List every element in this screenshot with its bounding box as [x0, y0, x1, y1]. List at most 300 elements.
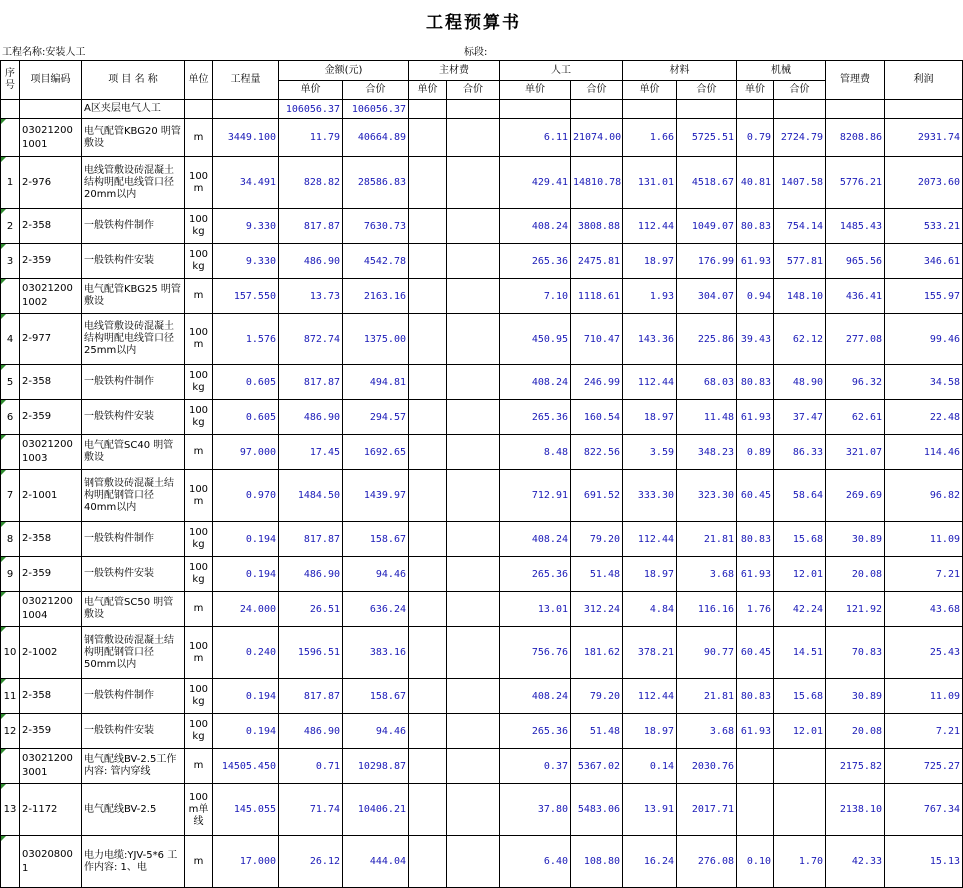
cell-machine-total: 37.47 [774, 400, 826, 435]
cell-code: 2-358 [20, 522, 82, 557]
cell-unit-price: 817.87 [279, 522, 343, 557]
cell-mgmt: 5776.21 [826, 157, 885, 209]
cell-unit-price: 1596.51 [279, 627, 343, 679]
cell-mgmt: 30.89 [826, 522, 885, 557]
cell-name: 一般铁构件制作 [82, 522, 185, 557]
cell-total: 1375.00 [343, 314, 409, 365]
cell-mgmt: 321.07 [826, 435, 885, 470]
cell-unit-price: 26.51 [279, 592, 343, 627]
cell-machine-total: 148.10 [774, 279, 826, 314]
cell-seq: 6 [1, 400, 20, 435]
cell-machine-total: 42.24 [774, 592, 826, 627]
cell-total: 383.16 [343, 627, 409, 679]
cell-machine-price: 0.94 [737, 279, 774, 314]
cell-unit-price: 486.90 [279, 244, 343, 279]
cell-material-total: 304.07 [677, 279, 737, 314]
cell-unit-price: 817.87 [279, 679, 343, 714]
cell-unit-price: 486.90 [279, 400, 343, 435]
cell-profit: 7.21 [885, 714, 963, 749]
cell-unit-price: 71.74 [279, 784, 343, 836]
cell-name: 一般铁构件安装 [82, 244, 185, 279]
cell-machine-price: 0.10 [737, 836, 774, 888]
cell-total: 294.57 [343, 400, 409, 435]
cell-total: 158.67 [343, 679, 409, 714]
cell-seq: 10 [1, 627, 20, 679]
header-mgmt: 管理费 [826, 61, 885, 100]
cell-code: 030212001001 [20, 119, 82, 157]
cell-total: 40664.89 [343, 119, 409, 157]
cell-name: 电气配管SC40 明管敷设 [82, 435, 185, 470]
cell-machine-total: 58.64 [774, 470, 826, 522]
cell-main-material-price [409, 209, 447, 244]
cell-machine-price: 40.81 [737, 157, 774, 209]
cell-qty: 0.605 [213, 365, 279, 400]
cell-material-price: 4.84 [623, 592, 677, 627]
cell-code: 2-358 [20, 365, 82, 400]
cell-machine-total: 14.51 [774, 627, 826, 679]
cell-main-material-price [409, 119, 447, 157]
cell-unit: m [185, 279, 213, 314]
cell-labor-price: 7.10 [500, 279, 571, 314]
cell-qty: 9.330 [213, 209, 279, 244]
cell-name: 一般铁构件安装 [82, 714, 185, 749]
cell-code: 2-359 [20, 244, 82, 279]
cell-labor-total: 21074.00 [571, 119, 623, 157]
cell-main-material-total [447, 157, 500, 209]
cell-total: 158.67 [343, 522, 409, 557]
cell-profit: 114.46 [885, 435, 963, 470]
cell-material-total: 276.08 [677, 836, 737, 888]
cell-machine-total: 15.68 [774, 679, 826, 714]
cell-labor-price: 265.36 [500, 557, 571, 592]
cell-code: 2-1172 [20, 784, 82, 836]
cell-labor-total: 5367.02 [571, 749, 623, 784]
cell-unit-price: 13.73 [279, 279, 343, 314]
cell-main-material-price [409, 592, 447, 627]
cell-seq [1, 435, 20, 470]
cell-seq [1, 749, 20, 784]
subheader-unit-price: 单价 [737, 81, 774, 100]
cell-seq: 2 [1, 209, 20, 244]
cell-material-price: 333.30 [623, 470, 677, 522]
cell-code: 2-358 [20, 679, 82, 714]
cell-main-material-total [447, 435, 500, 470]
cell-name: 电线管敷设砖混凝土结构明配电线管口径20mm以内 [82, 157, 185, 209]
cell-machine-total: 15.68 [774, 522, 826, 557]
cell-material-price: 18.97 [623, 244, 677, 279]
cell-mgmt: 121.92 [826, 592, 885, 627]
subheader-total: 合价 [774, 81, 826, 100]
cell-machine-total [774, 784, 826, 836]
cell-material-total: 21.81 [677, 679, 737, 714]
cell-material-total: 116.16 [677, 592, 737, 627]
table-row [1, 749, 963, 784]
cell-mgmt: 30.89 [826, 679, 885, 714]
cell-qty: 1.576 [213, 314, 279, 365]
cell-labor-price: 408.24 [500, 679, 571, 714]
cell-machine-total: 86.33 [774, 435, 826, 470]
cell-mgmt: 62.61 [826, 400, 885, 435]
cell-machine-total: 2724.79 [774, 119, 826, 157]
cell-total: 10406.21 [343, 784, 409, 836]
cell-material-price: 112.44 [623, 365, 677, 400]
cell-labor-total: 51.48 [571, 557, 623, 592]
cell-code: 2-359 [20, 557, 82, 592]
cell-code: 2-1001 [20, 470, 82, 522]
cell-name: 电力电缆:YJV-5*6 工作内容: 1、电 [82, 836, 185, 888]
cell-main-material-price [409, 435, 447, 470]
cell-qty: 24.000 [213, 592, 279, 627]
cell-material-price: 1.93 [623, 279, 677, 314]
cell-profit: 155.97 [885, 279, 963, 314]
cell-unit: 100 kg [185, 679, 213, 714]
cell-machine-total: 12.01 [774, 557, 826, 592]
cell-unit-price: 26.12 [279, 836, 343, 888]
header-amount: 金额(元) [279, 61, 409, 81]
cell-unit-price: 17.45 [279, 435, 343, 470]
cell-main-material-total [447, 522, 500, 557]
cell-profit: 346.61 [885, 244, 963, 279]
section-unit-price: 106056.37 [279, 100, 343, 119]
cell-material-total: 2030.76 [677, 749, 737, 784]
cell-main-material-total [447, 714, 500, 749]
cell-code: 2-976 [20, 157, 82, 209]
cell-profit: 725.27 [885, 749, 963, 784]
budget-table [0, 60, 963, 888]
cell-material-total: 225.86 [677, 314, 737, 365]
document-title: 工程预算书 [426, 13, 521, 33]
cell-unit: 100 kg [185, 557, 213, 592]
table-row [1, 365, 963, 400]
cell-main-material-price [409, 714, 447, 749]
cell-labor-total: 822.56 [571, 435, 623, 470]
section-total: 106056.37 [343, 100, 409, 119]
cell-labor-price: 6.40 [500, 836, 571, 888]
cell-machine-price [737, 784, 774, 836]
cell-profit: 99.46 [885, 314, 963, 365]
header-labor: 人工 [500, 61, 623, 81]
cell-unit: 100 m单线 [185, 784, 213, 836]
cell-seq: 9 [1, 557, 20, 592]
header-unit: 单位 [185, 61, 213, 100]
table-row [1, 627, 963, 679]
cell-material-price: 18.97 [623, 400, 677, 435]
header-profit: 利润 [885, 61, 963, 100]
cell-machine-total: 62.12 [774, 314, 826, 365]
cell-main-material-price [409, 784, 447, 836]
cell-qty: 0.194 [213, 522, 279, 557]
cell-main-material-total [447, 365, 500, 400]
cell-seq [1, 119, 20, 157]
cell-profit: 11.09 [885, 679, 963, 714]
cell-machine-total: 1407.58 [774, 157, 826, 209]
cell-total: 10298.87 [343, 749, 409, 784]
cell-machine-price: 80.83 [737, 209, 774, 244]
cell-machine-price: 0.79 [737, 119, 774, 157]
cell-main-material-price [409, 557, 447, 592]
cell-seq [1, 836, 20, 888]
cell-labor-price: 6.11 [500, 119, 571, 157]
cell-name: 电气配管KBG20 明管敷设 [82, 119, 185, 157]
cell-machine-total: 754.14 [774, 209, 826, 244]
cell-labor-total: 181.62 [571, 627, 623, 679]
cell-labor-price: 0.37 [500, 749, 571, 784]
cell-qty: 97.000 [213, 435, 279, 470]
cell-unit: 100 kg [185, 365, 213, 400]
cell-material-price: 18.97 [623, 557, 677, 592]
cell-labor-price: 37.80 [500, 784, 571, 836]
cell-total: 94.46 [343, 557, 409, 592]
cell-labor-total: 691.52 [571, 470, 623, 522]
cell-seq: 8 [1, 522, 20, 557]
cell-machine-total [774, 749, 826, 784]
cell-labor-total: 14810.78 [571, 157, 623, 209]
subheader-unit-price: 单价 [409, 81, 447, 100]
cell-mgmt: 2138.10 [826, 784, 885, 836]
cell-material-total: 348.23 [677, 435, 737, 470]
cell-unit: m [185, 592, 213, 627]
cell-machine-price: 1.76 [737, 592, 774, 627]
cell-main-material-total [447, 314, 500, 365]
header-main-material: 主材费 [409, 61, 500, 81]
cell-main-material-total [447, 627, 500, 679]
section-row [1, 100, 963, 119]
cell-material-price: 112.44 [623, 209, 677, 244]
cell-machine-total: 12.01 [774, 714, 826, 749]
cell-qty: 17.000 [213, 836, 279, 888]
cell-seq: 4 [1, 314, 20, 365]
table-row [1, 784, 963, 836]
cell-seq: 1 [1, 157, 20, 209]
subheader-total: 合价 [571, 81, 623, 100]
cell-material-total: 3.68 [677, 557, 737, 592]
header-seq: 序号 [1, 61, 20, 100]
cell-qty: 0.194 [213, 714, 279, 749]
cell-material-price: 143.36 [623, 314, 677, 365]
cell-labor-price: 712.91 [500, 470, 571, 522]
project-name-label: 工程名称:安装人工 [2, 47, 86, 58]
cell-main-material-total [447, 209, 500, 244]
cell-unit: 100 m [185, 157, 213, 209]
cell-profit: 767.34 [885, 784, 963, 836]
table-row [1, 557, 963, 592]
cell-name: 一般铁构件安装 [82, 400, 185, 435]
cell-machine-price: 61.93 [737, 244, 774, 279]
cell-name: 电线管敷设砖混凝土结构明配电线管口径25mm以内 [82, 314, 185, 365]
cell-main-material-total [447, 244, 500, 279]
cell-mgmt: 965.56 [826, 244, 885, 279]
cell-unit: m [185, 749, 213, 784]
cell-code: 2-977 [20, 314, 82, 365]
cell-main-material-price [409, 314, 447, 365]
subheader-unit-price: 单价 [623, 81, 677, 100]
cell-unit: 100 m [185, 314, 213, 365]
cell-material-total: 1049.07 [677, 209, 737, 244]
cell-seq: 11 [1, 679, 20, 714]
cell-total: 1439.97 [343, 470, 409, 522]
cell-mgmt: 96.32 [826, 365, 885, 400]
cell-profit: 34.58 [885, 365, 963, 400]
cell-profit: 15.13 [885, 836, 963, 888]
cell-code: 2-1002 [20, 627, 82, 679]
cell-qty: 0.194 [213, 679, 279, 714]
cell-total: 7630.73 [343, 209, 409, 244]
cell-name: 一般铁构件安装 [82, 557, 185, 592]
cell-qty: 0.605 [213, 400, 279, 435]
cell-material-price: 378.21 [623, 627, 677, 679]
cell-name: 一般铁构件制作 [82, 679, 185, 714]
cell-profit: 2931.74 [885, 119, 963, 157]
cell-code: 2-359 [20, 714, 82, 749]
cell-labor-price: 450.95 [500, 314, 571, 365]
cell-material-total: 5725.51 [677, 119, 737, 157]
cell-material-total: 90.77 [677, 627, 737, 679]
cell-main-material-total [447, 279, 500, 314]
cell-unit: 100 m [185, 627, 213, 679]
cell-machine-price: 61.93 [737, 714, 774, 749]
cell-qty: 157.550 [213, 279, 279, 314]
cell-labor-price: 429.41 [500, 157, 571, 209]
cell-labor-total: 3808.88 [571, 209, 623, 244]
cell-seq: 5 [1, 365, 20, 400]
cell-profit: 533.21 [885, 209, 963, 244]
cell-labor-total: 246.99 [571, 365, 623, 400]
cell-material-total: 21.81 [677, 522, 737, 557]
cell-labor-price: 408.24 [500, 209, 571, 244]
subheader-total: 合价 [677, 81, 737, 100]
cell-qty: 3449.100 [213, 119, 279, 157]
cell-unit: 100 kg [185, 400, 213, 435]
cell-code: 030208001 [20, 836, 82, 888]
cell-material-price: 112.44 [623, 522, 677, 557]
cell-profit: 11.09 [885, 522, 963, 557]
table-row [1, 314, 963, 365]
cell-material-total: 323.30 [677, 470, 737, 522]
cell-mgmt: 8208.86 [826, 119, 885, 157]
cell-machine-price: 60.45 [737, 470, 774, 522]
cell-code: 2-359 [20, 400, 82, 435]
table-row [1, 836, 963, 888]
cell-unit: m [185, 435, 213, 470]
cell-main-material-price [409, 836, 447, 888]
cell-name: 钢管敷设砖混凝土结构明配钢管口径40mm以内 [82, 470, 185, 522]
cell-unit: 100 kg [185, 244, 213, 279]
cell-labor-price: 265.36 [500, 244, 571, 279]
cell-labor-total: 79.20 [571, 679, 623, 714]
cell-labor-total: 160.54 [571, 400, 623, 435]
cell-material-total: 68.03 [677, 365, 737, 400]
cell-machine-total: 48.90 [774, 365, 826, 400]
cell-qty: 34.491 [213, 157, 279, 209]
cell-material-price: 18.97 [623, 714, 677, 749]
cell-labor-price: 756.76 [500, 627, 571, 679]
table-row [1, 279, 963, 314]
cell-labor-price: 408.24 [500, 522, 571, 557]
cell-name: 电气配线BV-2.5 [82, 784, 185, 836]
header-code: 项目编码 [20, 61, 82, 100]
subheader-unit-price: 单价 [279, 81, 343, 100]
cell-unit: 100 kg [185, 522, 213, 557]
table-row [1, 209, 963, 244]
cell-material-price: 16.24 [623, 836, 677, 888]
cell-main-material-price [409, 157, 447, 209]
table-row [1, 400, 963, 435]
cell-labor-price: 13.01 [500, 592, 571, 627]
cell-seq [1, 279, 20, 314]
cell-material-total: 2017.71 [677, 784, 737, 836]
cell-mgmt: 269.69 [826, 470, 885, 522]
cell-main-material-price [409, 470, 447, 522]
cell-mgmt: 20.08 [826, 714, 885, 749]
cell-code: 030212001002 [20, 279, 82, 314]
cell-material-total: 176.99 [677, 244, 737, 279]
cell-machine-total: 1.70 [774, 836, 826, 888]
cell-total: 4542.78 [343, 244, 409, 279]
cell-unit-price: 486.90 [279, 557, 343, 592]
cell-seq: 3 [1, 244, 20, 279]
cell-labor-total: 710.47 [571, 314, 623, 365]
cell-total: 28586.83 [343, 157, 409, 209]
cell-material-total: 3.68 [677, 714, 737, 749]
table-row [1, 714, 963, 749]
subheader-total: 合价 [447, 81, 500, 100]
cell-main-material-total [447, 749, 500, 784]
cell-main-material-price [409, 627, 447, 679]
cell-main-material-price [409, 749, 447, 784]
cell-main-material-price [409, 365, 447, 400]
cell-name: 一般铁构件制作 [82, 209, 185, 244]
cell-material-price: 131.01 [623, 157, 677, 209]
cell-machine-price: 0.89 [737, 435, 774, 470]
cell-machine-price: 61.93 [737, 400, 774, 435]
table-row [1, 679, 963, 714]
cell-labor-total: 2475.81 [571, 244, 623, 279]
cell-unit-price: 486.90 [279, 714, 343, 749]
cell-unit-price: 0.71 [279, 749, 343, 784]
cell-name: 电气配管SC50 明管敷设 [82, 592, 185, 627]
cell-qty: 14505.450 [213, 749, 279, 784]
header-name: 项 目 名 称 [82, 61, 185, 100]
cell-labor-price: 265.36 [500, 714, 571, 749]
cell-labor-price: 8.48 [500, 435, 571, 470]
cell-mgmt: 436.41 [826, 279, 885, 314]
header-material: 材料 [623, 61, 737, 81]
cell-main-material-total [447, 679, 500, 714]
cell-material-price: 1.66 [623, 119, 677, 157]
cell-labor-price: 265.36 [500, 400, 571, 435]
cell-total: 94.46 [343, 714, 409, 749]
cell-labor-total: 1118.61 [571, 279, 623, 314]
cell-total: 2163.16 [343, 279, 409, 314]
cell-main-material-price [409, 522, 447, 557]
cell-machine-price: 61.93 [737, 557, 774, 592]
cell-labor-total: 108.80 [571, 836, 623, 888]
cell-machine-price: 80.83 [737, 679, 774, 714]
cell-seq [1, 592, 20, 627]
cell-name: 一般铁构件制作 [82, 365, 185, 400]
table-row [1, 470, 963, 522]
cell-material-price: 13.91 [623, 784, 677, 836]
cell-mgmt: 20.08 [826, 557, 885, 592]
cell-material-price: 112.44 [623, 679, 677, 714]
cell-total: 494.81 [343, 365, 409, 400]
cell-qty: 145.055 [213, 784, 279, 836]
cell-mgmt: 1485.43 [826, 209, 885, 244]
cell-unit: 100 kg [185, 714, 213, 749]
cell-main-material-price [409, 279, 447, 314]
cell-unit: m [185, 836, 213, 888]
cell-code: 2-358 [20, 209, 82, 244]
